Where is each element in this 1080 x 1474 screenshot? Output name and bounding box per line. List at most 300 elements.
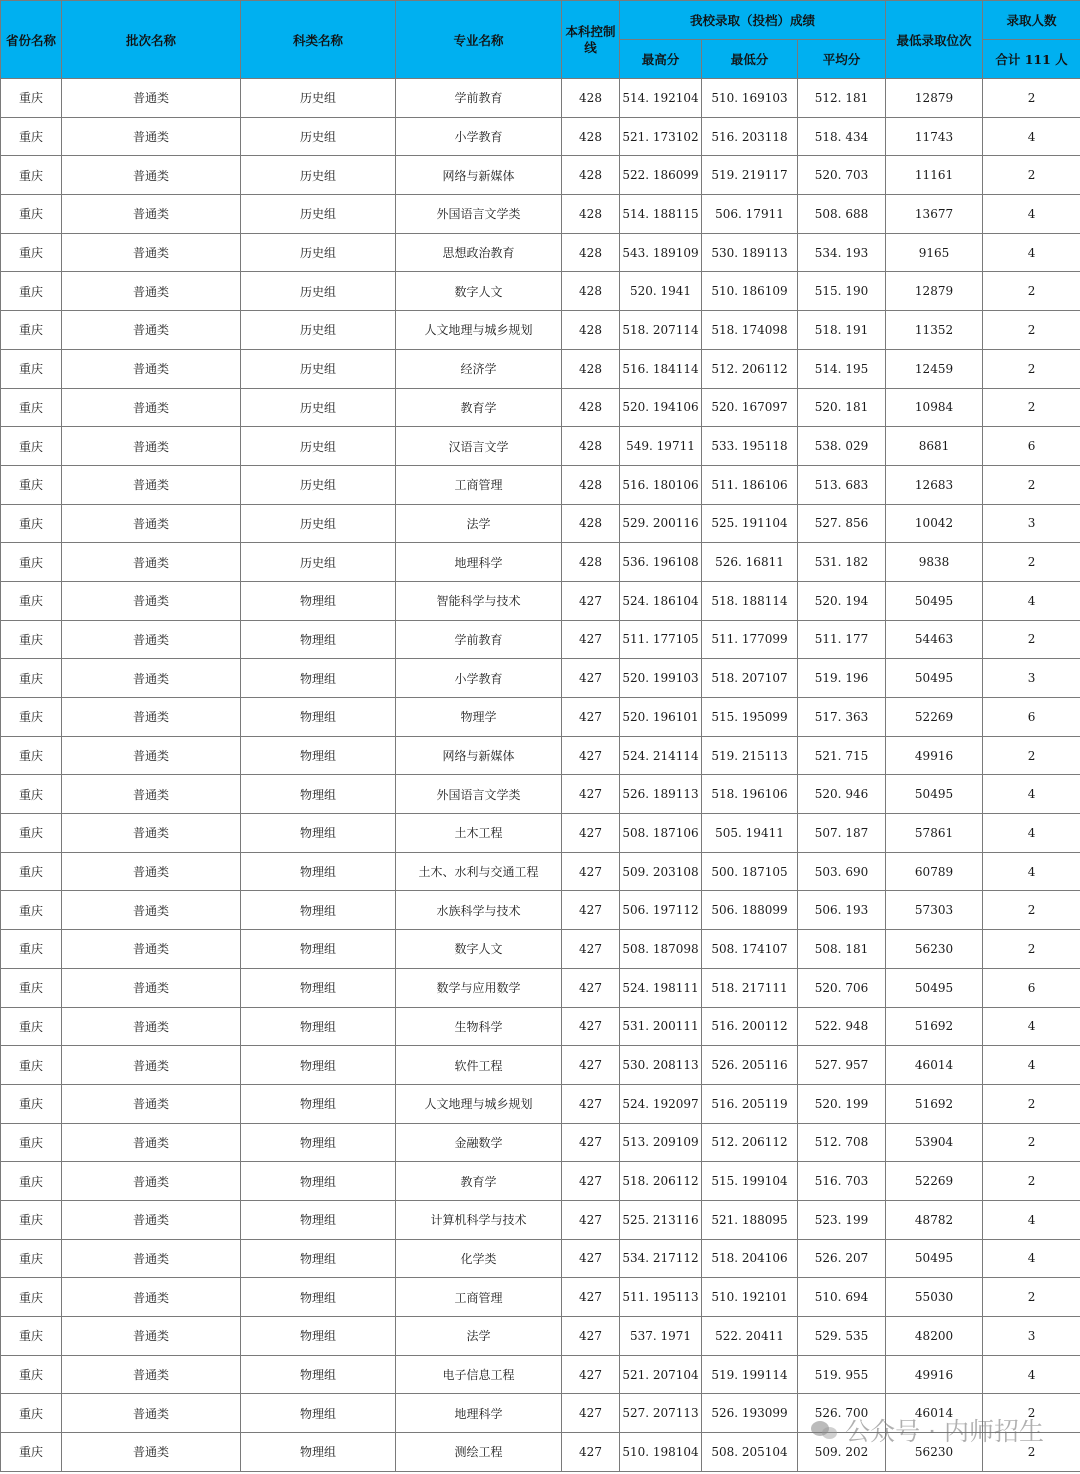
cell-province: 重庆: [1, 1123, 62, 1162]
cell-province: 重庆: [1, 775, 62, 814]
cell-min-score: 515. 195099: [702, 698, 798, 737]
table-row: [1, 1162, 1080, 1201]
cell-min-rank: 50495: [886, 775, 983, 814]
cell-max-score: 520. 199103: [620, 659, 702, 698]
cell-category: 物理组: [241, 698, 396, 737]
cell-min-score: 516. 200112: [702, 1007, 798, 1046]
cell-province: 重庆: [1, 581, 62, 620]
cell-min-rank: 60789: [886, 852, 983, 891]
cell-major: 数字人文: [396, 930, 562, 969]
cell-major: 数字人文: [396, 272, 562, 311]
cell-major: 外国语言文学类: [396, 775, 562, 814]
cell-avg-score: 520. 703: [798, 156, 886, 195]
cell-major: 土木、水利与交通工程: [396, 852, 562, 891]
table-row: [1, 852, 1080, 891]
cell-category: 历史组: [241, 311, 396, 350]
cell-control-line: 427: [562, 1317, 620, 1356]
cell-avg-score: 509. 202: [798, 1433, 886, 1472]
cell-category: 历史组: [241, 465, 396, 504]
header-score-group: 我校录取（投档）成绩: [620, 1, 886, 40]
cell-category: 历史组: [241, 388, 396, 427]
cell-control-line: 427: [562, 620, 620, 659]
cell-avg-score: 520. 199: [798, 1084, 886, 1123]
cell-category: 历史组: [241, 233, 396, 272]
header-admit-count: 录取人数: [983, 1, 1080, 40]
cell-max-score: 518. 207114: [620, 311, 702, 350]
table-row: [1, 349, 1080, 388]
cell-category: 物理组: [241, 1162, 396, 1201]
cell-min-score: 526. 205116: [702, 1046, 798, 1085]
cell-batch: 普通类: [62, 1394, 241, 1433]
cell-batch: 普通类: [62, 1123, 241, 1162]
cell-min-rank: 12879: [886, 79, 983, 118]
cell-avg-score: 513. 683: [798, 465, 886, 504]
cell-admit-count: 2: [983, 620, 1080, 659]
cell-admit-count: 2: [983, 1278, 1080, 1317]
cell-min-rank: 50495: [886, 659, 983, 698]
cell-min-score: 525. 191104: [702, 504, 798, 543]
cell-avg-score: 520. 946: [798, 775, 886, 814]
cell-province: 重庆: [1, 388, 62, 427]
cell-category: 物理组: [241, 1123, 396, 1162]
cell-major: 小学教育: [396, 659, 562, 698]
cell-min-rank: 56230: [886, 930, 983, 969]
cell-avg-score: 538. 029: [798, 427, 886, 466]
cell-province: 重庆: [1, 1200, 62, 1239]
cell-batch: 普通类: [62, 1200, 241, 1239]
cell-category: 历史组: [241, 349, 396, 388]
cell-province: 重庆: [1, 852, 62, 891]
cell-batch: 普通类: [62, 1355, 241, 1394]
cell-avg-score: 503. 690: [798, 852, 886, 891]
cell-max-score: 508. 187098: [620, 930, 702, 969]
cell-control-line: 428: [562, 349, 620, 388]
cell-province: 重庆: [1, 1007, 62, 1046]
cell-province: 重庆: [1, 543, 62, 582]
cell-category: 物理组: [241, 891, 396, 930]
cell-min-rank: 8681: [886, 427, 983, 466]
cell-province: 重庆: [1, 1433, 62, 1472]
cell-category: 物理组: [241, 1046, 396, 1085]
cell-province: 重庆: [1, 349, 62, 388]
header-control-line: 本科控制线: [562, 1, 620, 79]
cell-category: 物理组: [241, 1278, 396, 1317]
cell-control-line: 427: [562, 1200, 620, 1239]
cell-control-line: 428: [562, 79, 620, 118]
cell-major: 工商管理: [396, 465, 562, 504]
cell-major: 人文地理与城乡规划: [396, 311, 562, 350]
cell-max-score: 521. 207104: [620, 1355, 702, 1394]
cell-province: 重庆: [1, 427, 62, 466]
cell-major: 外国语言文学类: [396, 195, 562, 234]
cell-min-score: 506. 188099: [702, 891, 798, 930]
cell-min-rank: 11352: [886, 311, 983, 350]
cell-avg-score: 508. 181: [798, 930, 886, 969]
cell-min-score: 521. 188095: [702, 1200, 798, 1239]
cell-province: 重庆: [1, 272, 62, 311]
cell-max-score: 524. 198111: [620, 968, 702, 1007]
cell-category: 物理组: [241, 659, 396, 698]
cell-min-rank: 49916: [886, 1355, 983, 1394]
cell-batch: 普通类: [62, 388, 241, 427]
cell-admit-count: 4: [983, 1200, 1080, 1239]
cell-avg-score: 520. 706: [798, 968, 886, 1007]
cell-min-score: 506. 17911: [702, 195, 798, 234]
cell-min-score: 530. 189113: [702, 233, 798, 272]
cell-control-line: 427: [562, 736, 620, 775]
cell-category: 物理组: [241, 775, 396, 814]
cell-batch: 普通类: [62, 1162, 241, 1201]
cell-major: 电子信息工程: [396, 1355, 562, 1394]
cell-min-score: 522. 20411: [702, 1317, 798, 1356]
cell-category: 历史组: [241, 117, 396, 156]
cell-admit-count: 2: [983, 1162, 1080, 1201]
cell-major: 法学: [396, 1317, 562, 1356]
cell-admit-count: 4: [983, 1046, 1080, 1085]
cell-min-score: 518. 174098: [702, 311, 798, 350]
table-row: [1, 79, 1080, 118]
cell-max-score: 516. 184114: [620, 349, 702, 388]
table-row: [1, 1046, 1080, 1085]
cell-min-rank: 11161: [886, 156, 983, 195]
cell-min-rank: 57861: [886, 814, 983, 853]
cell-major: 教育学: [396, 1162, 562, 1201]
cell-major: 教育学: [396, 388, 562, 427]
cell-min-rank: 48782: [886, 1200, 983, 1239]
cell-max-score: 511. 195113: [620, 1278, 702, 1317]
cell-category: 物理组: [241, 1084, 396, 1123]
cell-batch: 普通类: [62, 272, 241, 311]
cell-major: 小学教育: [396, 117, 562, 156]
cell-min-score: 518. 196106: [702, 775, 798, 814]
cell-avg-score: 526. 700: [798, 1394, 886, 1433]
cell-province: 重庆: [1, 659, 62, 698]
table-row: [1, 736, 1080, 775]
cell-major: 智能科学与技术: [396, 581, 562, 620]
cell-max-score: 524. 214114: [620, 736, 702, 775]
cell-control-line: 427: [562, 1007, 620, 1046]
cell-control-line: 428: [562, 195, 620, 234]
cell-control-line: 428: [562, 117, 620, 156]
cell-min-rank: 50495: [886, 581, 983, 620]
cell-admit-count: 2: [983, 349, 1080, 388]
cell-avg-score: 518. 191: [798, 311, 886, 350]
table-row: [1, 1007, 1080, 1046]
cell-min-rank: 50495: [886, 1239, 983, 1278]
cell-max-score: 513. 209109: [620, 1123, 702, 1162]
cell-min-rank: 12683: [886, 465, 983, 504]
header-min-score: 最低分: [702, 40, 798, 79]
cell-major: 金融数学: [396, 1123, 562, 1162]
cell-admit-count: 2: [983, 736, 1080, 775]
cell-admit-count: 4: [983, 195, 1080, 234]
header-major: 专业名称: [396, 1, 562, 79]
table-header: [1, 1, 1080, 79]
cell-control-line: 427: [562, 852, 620, 891]
cell-major: 思想政治教育: [396, 233, 562, 272]
cell-major: 网络与新媒体: [396, 736, 562, 775]
cell-avg-score: 523. 199: [798, 1200, 886, 1239]
cell-min-score: 516. 203118: [702, 117, 798, 156]
table-row: [1, 504, 1080, 543]
cell-batch: 普通类: [62, 775, 241, 814]
cell-admit-count: 4: [983, 117, 1080, 156]
cell-control-line: 427: [562, 659, 620, 698]
cell-avg-score: 512. 181: [798, 79, 886, 118]
cell-admit-count: 2: [983, 1394, 1080, 1433]
cell-min-score: 533. 195118: [702, 427, 798, 466]
cell-province: 重庆: [1, 698, 62, 737]
cell-category: 物理组: [241, 736, 396, 775]
cell-admit-count: 2: [983, 1123, 1080, 1162]
table-row: [1, 1200, 1080, 1239]
cell-province: 重庆: [1, 1084, 62, 1123]
table-row: [1, 698, 1080, 737]
cell-max-score: 509. 203108: [620, 852, 702, 891]
cell-province: 重庆: [1, 1317, 62, 1356]
cell-province: 重庆: [1, 156, 62, 195]
cell-category: 物理组: [241, 852, 396, 891]
cell-avg-score: 520. 181: [798, 388, 886, 427]
cell-control-line: 427: [562, 775, 620, 814]
table-row: [1, 659, 1080, 698]
cell-province: 重庆: [1, 814, 62, 853]
cell-admit-count: 2: [983, 930, 1080, 969]
cell-admit-count: 6: [983, 968, 1080, 1007]
cell-province: 重庆: [1, 1046, 62, 1085]
cell-min-rank: 13677: [886, 195, 983, 234]
cell-major: 地理科学: [396, 1394, 562, 1433]
cell-min-score: 512. 206112: [702, 349, 798, 388]
cell-category: 物理组: [241, 620, 396, 659]
cell-control-line: 427: [562, 1123, 620, 1162]
cell-batch: 普通类: [62, 1084, 241, 1123]
cell-admit-count: 2: [983, 156, 1080, 195]
cell-major: 水族科学与技术: [396, 891, 562, 930]
cell-admit-count: 3: [983, 659, 1080, 698]
cell-control-line: 428: [562, 427, 620, 466]
cell-batch: 普通类: [62, 1278, 241, 1317]
cell-admit-count: 6: [983, 427, 1080, 466]
cell-max-score: 534. 217112: [620, 1239, 702, 1278]
table-row: [1, 272, 1080, 311]
cell-control-line: 427: [562, 1046, 620, 1085]
cell-province: 重庆: [1, 117, 62, 156]
cell-admit-count: 4: [983, 852, 1080, 891]
cell-major: 工商管理: [396, 1278, 562, 1317]
cell-major: 经济学: [396, 349, 562, 388]
cell-admit-count: 2: [983, 465, 1080, 504]
cell-min-score: 519. 219117: [702, 156, 798, 195]
table-row: [1, 1278, 1080, 1317]
cell-control-line: 427: [562, 1084, 620, 1123]
cell-category: 物理组: [241, 814, 396, 853]
cell-batch: 普通类: [62, 543, 241, 582]
cell-max-score: 516. 180106: [620, 465, 702, 504]
cell-avg-score: 507. 187: [798, 814, 886, 853]
cell-min-rank: 56230: [886, 1433, 983, 1472]
cell-category: 物理组: [241, 581, 396, 620]
cell-min-score: 518. 217111: [702, 968, 798, 1007]
cell-min-score: 508. 205104: [702, 1433, 798, 1472]
cell-max-score: 531. 200111: [620, 1007, 702, 1046]
cell-max-score: 514. 192104: [620, 79, 702, 118]
cell-avg-score: 529. 535: [798, 1317, 886, 1356]
cell-province: 重庆: [1, 1162, 62, 1201]
cell-batch: 普通类: [62, 698, 241, 737]
cell-avg-score: 518. 434: [798, 117, 886, 156]
cell-min-score: 505. 19411: [702, 814, 798, 853]
cell-control-line: 427: [562, 1162, 620, 1201]
cell-avg-score: 506. 193: [798, 891, 886, 930]
cell-avg-score: 527. 856: [798, 504, 886, 543]
cell-min-score: 510. 186109: [702, 272, 798, 311]
cell-max-score: 525. 213116: [620, 1200, 702, 1239]
cell-batch: 普通类: [62, 349, 241, 388]
cell-category: 历史组: [241, 543, 396, 582]
cell-max-score: 508. 187106: [620, 814, 702, 853]
cell-admit-count: 4: [983, 1007, 1080, 1046]
cell-max-score: 520. 196101: [620, 698, 702, 737]
cell-admit-count: 4: [983, 233, 1080, 272]
cell-category: 物理组: [241, 1200, 396, 1239]
cell-batch: 普通类: [62, 117, 241, 156]
cell-control-line: 428: [562, 311, 620, 350]
cell-min-score: 518. 207107: [702, 659, 798, 698]
cell-min-rank: 48200: [886, 1317, 983, 1356]
cell-batch: 普通类: [62, 620, 241, 659]
cell-min-score: 510. 192101: [702, 1278, 798, 1317]
cell-control-line: 427: [562, 968, 620, 1007]
table-row: [1, 311, 1080, 350]
cell-avg-score: 515. 190: [798, 272, 886, 311]
cell-min-score: 508. 174107: [702, 930, 798, 969]
cell-min-score: 526. 16811: [702, 543, 798, 582]
header-total: 合计 111 人: [983, 40, 1080, 79]
cell-avg-score: 510. 694: [798, 1278, 886, 1317]
cell-category: 历史组: [241, 156, 396, 195]
cell-batch: 普通类: [62, 736, 241, 775]
cell-admit-count: 4: [983, 775, 1080, 814]
cell-batch: 普通类: [62, 1433, 241, 1472]
table-row: [1, 195, 1080, 234]
cell-province: 重庆: [1, 891, 62, 930]
cell-max-score: 526. 189113: [620, 775, 702, 814]
table-row: [1, 1239, 1080, 1278]
cell-major: 法学: [396, 504, 562, 543]
cell-batch: 普通类: [62, 1239, 241, 1278]
cell-control-line: 427: [562, 1433, 620, 1472]
cell-max-score: 549. 19711: [620, 427, 702, 466]
cell-major: 学前教育: [396, 620, 562, 659]
cell-min-rank: 57303: [886, 891, 983, 930]
cell-control-line: 428: [562, 504, 620, 543]
cell-control-line: 428: [562, 543, 620, 582]
cell-min-score: 510. 169103: [702, 79, 798, 118]
cell-admit-count: 4: [983, 1239, 1080, 1278]
cell-min-score: 526. 193099: [702, 1394, 798, 1433]
cell-batch: 普通类: [62, 156, 241, 195]
cell-max-score: 529. 200116: [620, 504, 702, 543]
cell-major: 物理学: [396, 698, 562, 737]
table-row: [1, 620, 1080, 659]
cell-province: 重庆: [1, 1394, 62, 1433]
cell-min-rank: 52269: [886, 1162, 983, 1201]
cell-category: 历史组: [241, 504, 396, 543]
cell-admit-count: 2: [983, 311, 1080, 350]
header-batch: 批次名称: [62, 1, 241, 79]
header-province: 省份名称: [1, 1, 62, 79]
cell-batch: 普通类: [62, 1317, 241, 1356]
cell-avg-score: 520. 194: [798, 581, 886, 620]
cell-admit-count: 2: [983, 1433, 1080, 1472]
cell-province: 重庆: [1, 311, 62, 350]
cell-admit-count: 2: [983, 1084, 1080, 1123]
cell-min-rank: 53904: [886, 1123, 983, 1162]
table-row: [1, 930, 1080, 969]
cell-control-line: 427: [562, 1394, 620, 1433]
cell-control-line: 427: [562, 814, 620, 853]
cell-major: 计算机科学与技术: [396, 1200, 562, 1239]
cell-province: 重庆: [1, 1239, 62, 1278]
cell-avg-score: 519. 196: [798, 659, 886, 698]
cell-min-score: 512. 206112: [702, 1123, 798, 1162]
cell-control-line: 427: [562, 1355, 620, 1394]
cell-batch: 普通类: [62, 195, 241, 234]
cell-batch: 普通类: [62, 1046, 241, 1085]
cell-batch: 普通类: [62, 427, 241, 466]
cell-min-score: 511. 177099: [702, 620, 798, 659]
cell-avg-score: 508. 688: [798, 195, 886, 234]
cell-min-rank: 10984: [886, 388, 983, 427]
table-row: [1, 427, 1080, 466]
cell-max-score: 520. 194106: [620, 388, 702, 427]
cell-category: 物理组: [241, 968, 396, 1007]
header-category: 科类名称: [241, 1, 396, 79]
cell-min-rank: 12879: [886, 272, 983, 311]
cell-max-score: 522. 186099: [620, 156, 702, 195]
cell-min-rank: 51692: [886, 1084, 983, 1123]
table-row: [1, 814, 1080, 853]
cell-control-line: 427: [562, 1278, 620, 1317]
cell-major: 生物科学: [396, 1007, 562, 1046]
cell-avg-score: 517. 363: [798, 698, 886, 737]
cell-control-line: 428: [562, 233, 620, 272]
cell-admit-count: 4: [983, 581, 1080, 620]
cell-min-rank: 10042: [886, 504, 983, 543]
table-row: [1, 775, 1080, 814]
cell-major: 地理科学: [396, 543, 562, 582]
cell-min-score: 519. 215113: [702, 736, 798, 775]
cell-admit-count: 4: [983, 814, 1080, 853]
cell-admit-count: 3: [983, 504, 1080, 543]
cell-batch: 普通类: [62, 504, 241, 543]
cell-avg-score: 512. 708: [798, 1123, 886, 1162]
cell-min-rank: 46014: [886, 1046, 983, 1085]
cell-min-score: 511. 186106: [702, 465, 798, 504]
table-row: [1, 891, 1080, 930]
cell-control-line: 428: [562, 272, 620, 311]
cell-category: 历史组: [241, 79, 396, 118]
cell-min-rank: 9165: [886, 233, 983, 272]
cell-avg-score: 526. 207: [798, 1239, 886, 1278]
cell-batch: 普通类: [62, 1007, 241, 1046]
cell-category: 物理组: [241, 1317, 396, 1356]
cell-min-score: 519. 199114: [702, 1355, 798, 1394]
cell-major: 汉语言文学: [396, 427, 562, 466]
table-row: [1, 543, 1080, 582]
table-row: [1, 581, 1080, 620]
